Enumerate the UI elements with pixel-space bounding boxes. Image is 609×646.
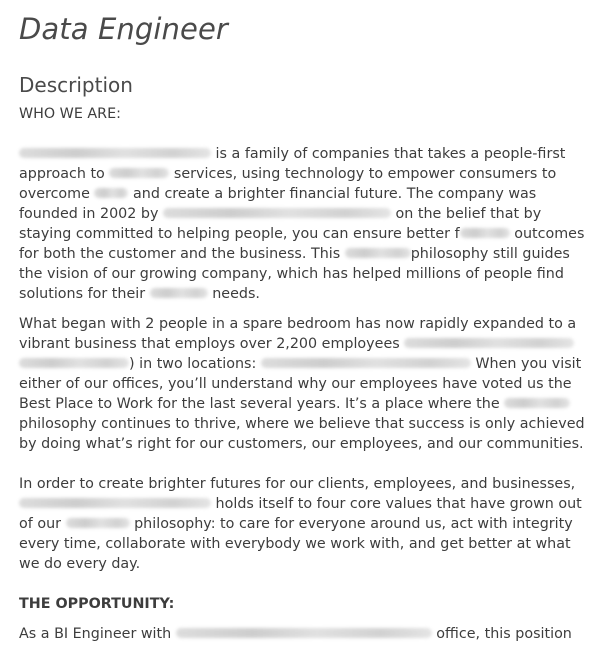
opportunity-paragraph <box>19 624 593 644</box>
redacted-locations <box>261 358 471 368</box>
paragraph-text: philosophy: to care for everyone around us, act with integrity every time, collaborate with everybody we work with, and get better at what we do every day. <box>19 516 573 572</box>
paragraph-text: As a BI Engineer with <box>19 626 172 642</box>
paragraph-text: philosophy continues to thrive, where we believe that success is only achieved by doing what’s right for our customers, our employees, and our communities. <box>19 416 585 452</box>
paragraph-text: philosophy still guides the vision of our growing company, which has helped millions of people find solutions for their <box>19 246 570 302</box>
paragraph-text: outcomes for both the customer and the business. This <box>19 226 585 262</box>
redacted-text <box>460 228 510 238</box>
paragraph-text: What began with 2 people in a spare bedroom has now rapidly expanded to a vibrant business that employs over 2,200 employees <box>19 316 577 352</box>
paragraph-text: needs. <box>212 286 260 302</box>
paragraph-text: When you visit either of our offices, you’ll understand why our employees have voted us the Best Place to Work for the last several years. It’s a place where the <box>19 356 582 412</box>
paragraph-text: services, using technology to empower consumers to overcome <box>19 166 557 202</box>
redacted-text <box>66 518 130 528</box>
redacted-company-name <box>19 498 211 508</box>
who-we-are-label: WHO WE ARE: <box>19 106 121 122</box>
paragraph-text: holds itself to four core values that have grown out of our <box>19 496 582 532</box>
paragraph-text: office, this position <box>436 626 572 642</box>
redacted-text <box>150 288 208 298</box>
company-growth-paragraph <box>19 314 593 454</box>
redacted-text <box>94 188 128 198</box>
redacted-text <box>404 338 574 348</box>
core-values-paragraph <box>19 474 593 574</box>
company-intro-paragraph <box>19 144 593 304</box>
redacted-founders <box>163 208 391 218</box>
paragraph-text: In order to create brighter futures for our clients, employees, and businesses, <box>19 476 576 492</box>
redacted-text <box>345 248 411 258</box>
job-title: Data Engineer <box>19 12 228 46</box>
paragraph-text: and create a brighter financial future. The company was founded in 2002 by <box>19 186 537 222</box>
paragraph-text: ) in two locations: <box>129 356 257 372</box>
paragraph-text: on the belief that by staying committed to helping people, you can ensure better f <box>19 206 542 242</box>
description-heading: Description <box>19 73 133 97</box>
redacted-text <box>504 398 570 408</box>
redacted-text <box>109 168 169 178</box>
opportunity-label: THE OPPORTUNITY: <box>19 596 175 612</box>
redacted-text <box>19 358 129 368</box>
paragraph-text: is a family of companies that takes a people-first approach to <box>19 146 566 182</box>
redacted-company-name <box>19 148 211 158</box>
redacted-text <box>176 628 432 638</box>
